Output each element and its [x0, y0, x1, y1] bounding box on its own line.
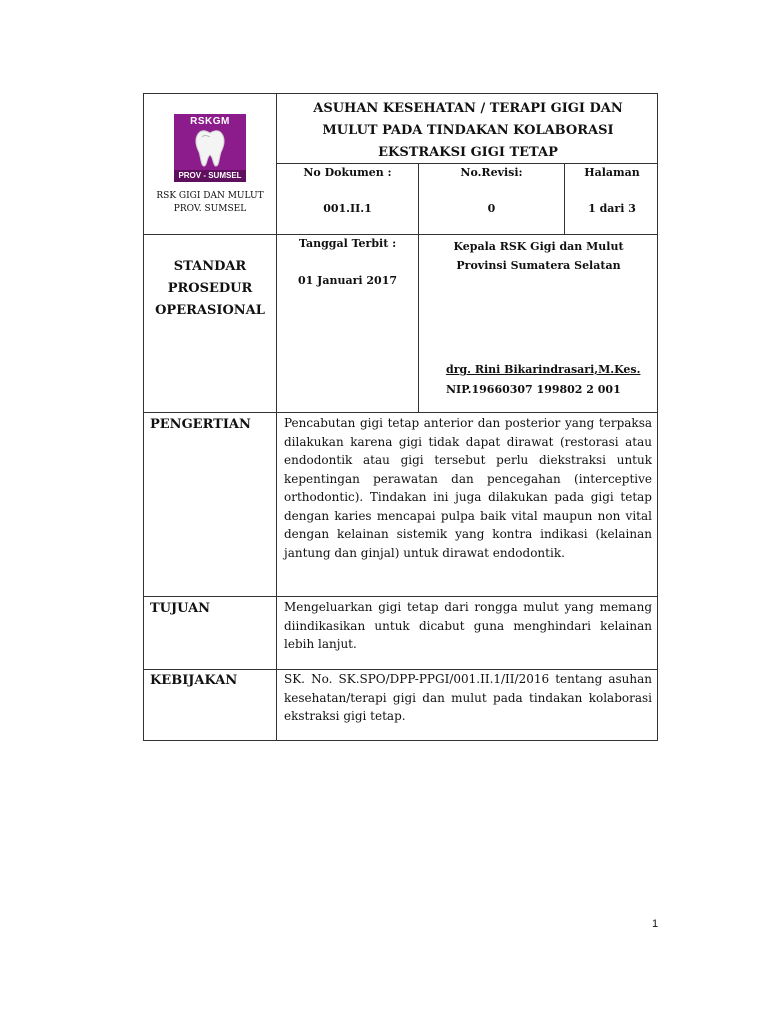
title-line: ASUHAN KESEHATAN / TERAPI GIGI DAN — [313, 101, 623, 116]
revision-label: No.Revisi: — [460, 166, 523, 179]
page-value: 1 dari 3 — [588, 202, 636, 215]
head-of-hospital — [419, 237, 658, 275]
section-label-pengertian: PENGERTIAN — [150, 417, 251, 432]
page-number: 1 — [652, 918, 659, 930]
doc-number-label: No Dokumen : — [303, 166, 392, 179]
section-text-kebijakan: SK. No. SK.SPO/DPP-PPGI/001.II.1/II/2016 tentang asuhan kesehatan/terapi gigi dan mulut pada tindakan kolaborasi ekstraksi gigi tetap. — [284, 672, 652, 723]
logo-bottom-text: PROV - SUMSEL — [174, 170, 246, 182]
head-line: Provinsi Sumatera Selatan — [456, 259, 621, 272]
row-divider — [144, 596, 658, 597]
issue-date-label: Tanggal Terbit : — [298, 237, 397, 250]
organization-name — [144, 190, 276, 216]
section-label-tujuan: TUJUAN — [150, 601, 211, 616]
section-text-pengertian: Pencabutan gigi tetap anterior dan posterior yang terpaksa dilakukan karena gigi tidak dapat dirawat (restorasi atau endodontik atau gigi tersebut perlu diekstraksi untuk kepentingan perawatan dan pencegahan (interceptive orthodontic). Tindakan ini juga dilakukan pada gigi tetap dengan karies mencapai pulpa baik vital maupun non vital dengan kelainan sistemik yang kontra indikasi (kelainan jantung dan ginjal) untuk dirawat endodontik. — [284, 416, 652, 560]
revision-value: 0 — [487, 202, 496, 215]
doc-number-value: 001.II.1 — [323, 202, 372, 215]
col-divider — [276, 94, 277, 741]
sop-line: OPERASIONAL — [155, 303, 265, 318]
rskgm-logo — [174, 114, 246, 182]
tooth-icon — [192, 128, 228, 168]
section-text-tujuan: Mengeluarkan gigi tetap dari rongga mulut yang memang diindikasikan untuk dicabut guna menghindari kelainan lebih lanjut. — [284, 600, 652, 651]
title-line: EKSTRAKSI GIGI TETAP — [378, 145, 558, 160]
issue-date-value: 01 Januari 2017 — [297, 274, 397, 287]
signer-nip: NIP.19660307 199802 2 001 — [446, 383, 621, 396]
row-divider — [144, 412, 658, 413]
org-line: RSK GIGI DAN MULUT — [156, 191, 264, 201]
signer-name: drg. Rini Bikarindrasari,M.Kes. — [446, 363, 641, 376]
sop-document — [143, 93, 658, 741]
org-line: PROV. SUMSEL — [173, 204, 247, 214]
title-line: MULUT PADA TINDAKAN KOLABORASI — [322, 123, 614, 138]
sop-table — [143, 93, 658, 741]
row-divider — [144, 234, 658, 235]
section-label-kebijakan: KEBIJAKAN — [150, 673, 238, 688]
sop-line: STANDAR — [173, 259, 247, 274]
document-title — [277, 98, 659, 164]
page-label: Halaman — [584, 166, 640, 179]
sop-heading — [144, 256, 276, 322]
head-line: Kepala RSK Gigi dan Mulut — [453, 240, 624, 253]
logo-top-text: RSKGM — [190, 116, 230, 127]
sop-line: PROSEDUR — [167, 281, 253, 296]
